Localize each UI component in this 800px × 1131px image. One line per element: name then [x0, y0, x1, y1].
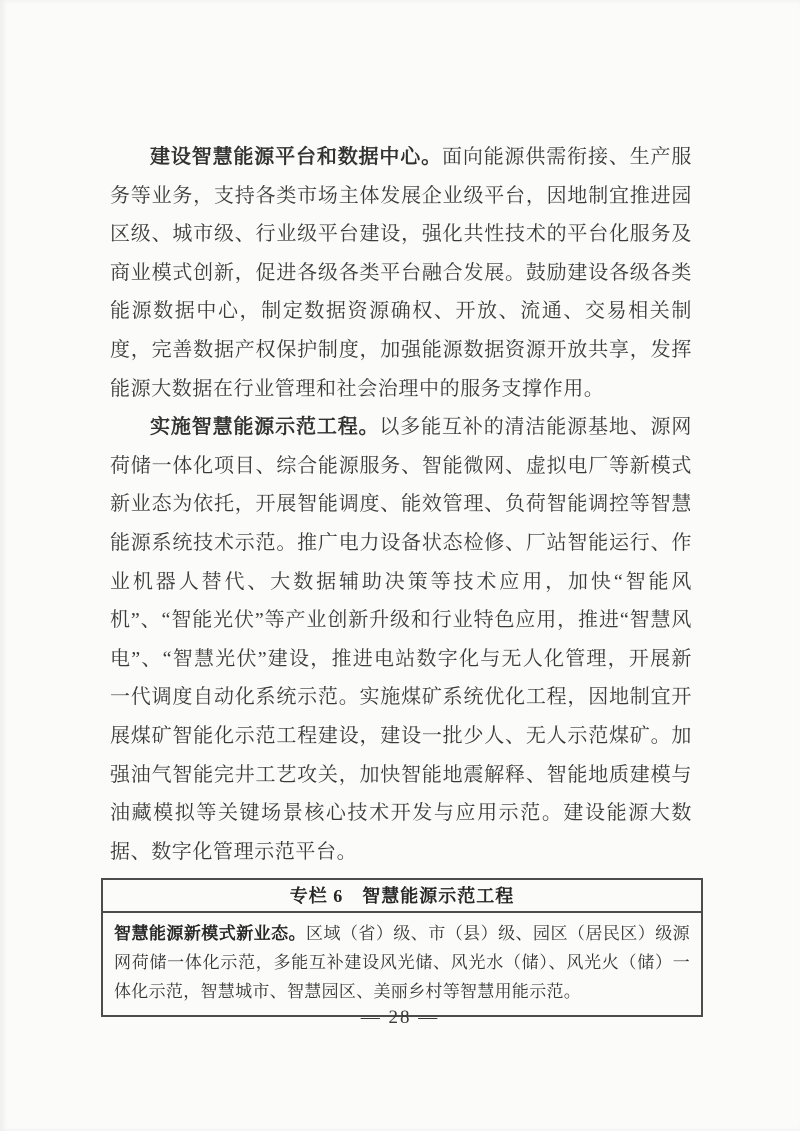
callout-box-body	[103, 913, 701, 1015]
callout-text: 区域（省）级、市（县）级、园区（居民区）级源网荷储一体化示范，多能互补建设风光储、风光水（储）、风光火（储）一体化示范，智慧城市、智慧园区、美丽乡村等智慧用能示范。	[114, 924, 690, 1002]
paragraph-lead: 建设智慧能源平台和数据中心。	[150, 146, 442, 168]
paragraph-body: 面向能源供需衔接、生产服务等业务，支持各类市场主体发展企业级平台，因地制宜推进园区级、城市级、行业级平台建设，强化共性技术的平台化服务及商业模式创新，促进各级各类平台融合发展。鼓励建设各级各类能源数据中心，制定数据资源确权、开放、流通、交易相关制度，完善数据产权保护制度，加强能源数据资源开放共享，发挥能源大数据在行业管理和社会治理中的服务支撑作用。	[110, 146, 692, 400]
callout-box-title: 专栏 6 智慧能源示范工程	[103, 880, 701, 913]
page-content	[110, 138, 692, 1017]
paragraph-body: 以多能互补的清洁能源基地、源网荷储一体化项目、综合能源服务、智能微网、虚拟电厂等新模式新业态为依托，开展智能调度、能效管理、负荷智能调控等智慧能源系统技术示范。推广电力设备状态检修、厂站智能运行、作业机器人替代、大数据辅助决策等技术应用，加快“智能风机”、“智能光伏”等产业创新升级和行业特色应用，推进“智慧风电”、“智慧光伏”建设，推进电站数字化与无人化管理，开展新一代调度自动化系统示范。实施煤矿系统优化工程，因地制宜开展煤矿智能化示范工程建设，建设一批少人、无人示范煤矿。加强油气智能完井工艺攻关，加快智能地震解释、智能地质建模与油藏模拟等关键场景核心技术开发与应用示范。建设能源大数据、数字化管理示范平台。	[110, 416, 693, 863]
paragraph-smart-energy-platform	[110, 138, 692, 408]
callout-box	[101, 878, 703, 1017]
paragraph-demo-project	[110, 408, 692, 871]
paragraph-lead: 实施智慧能源示范工程。	[150, 416, 380, 439]
page-number: — 28 —	[360, 1007, 440, 1028]
callout-lead: 智慧能源新模式新业态。	[114, 924, 307, 944]
